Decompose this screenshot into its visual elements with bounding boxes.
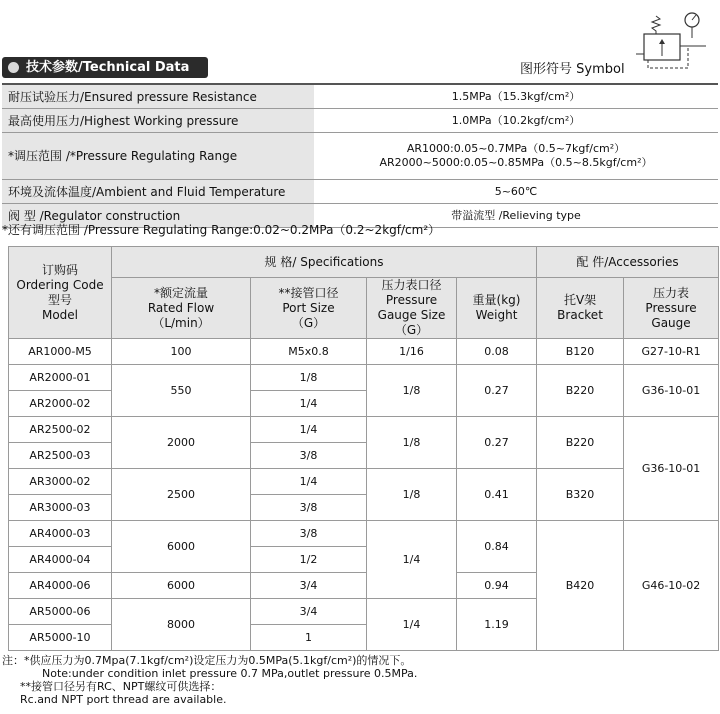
model-cell: AR4000-04 [9,547,112,573]
gauge-size-cell: 1/4 [367,599,457,651]
model-cell: AR5000-06 [9,599,112,625]
pressure-range-note: *还有调压范围 /Pressure Regulating Range:0.02~0.2MPa（0.2~2kgf/cm²） [2,223,441,237]
weight-cell: 0.08 [457,339,537,365]
port-cell: 3/8 [251,443,367,469]
gauge-cell: G46-10-02 [624,521,719,651]
bracket-cell: B120 [537,339,624,365]
ordering-table [8,246,719,651]
spec-value [314,133,718,180]
weight-cell: 1.19 [457,599,537,651]
regulator-symbol-icon [634,10,714,78]
flow-cell: 8000 [112,599,251,651]
weight-cell: 0.27 [457,417,537,469]
model-cell: AR4000-03 [9,521,112,547]
model-cell: AR4000-06 [9,573,112,599]
table-row [9,417,719,443]
model-cell: AR1000-M5 [9,339,112,365]
footnote-line: Rc.and NPT port thread are available. [20,693,227,706]
flow-cell: 6000 [112,521,251,573]
port-cell: 3/4 [251,573,367,599]
table-row [9,469,719,495]
model-cell: AR3000-03 [9,495,112,521]
section-header [2,57,208,78]
symbol-label: 图形符号 Symbol [520,62,625,77]
gauge-size-cell: 1/16 [367,339,457,365]
footnote-line: Note:under condition inlet pressure 0.7 MPa,outlet pressure 0.5MPa. [42,667,418,680]
spec-row [2,109,718,133]
spec-label: 最高使用压力/Highest Working pressure [2,109,314,133]
spec-value: 带溢流型 /Relieving type [314,204,718,228]
gauge-size-cell: 1/4 [367,521,457,599]
flow-cell: 2000 [112,417,251,469]
header-pressure-gauge: 压力表 Pressure Gauge [624,278,719,339]
bracket-cell: B220 [537,417,624,469]
port-cell: 3/8 [251,521,367,547]
footnotes [2,654,417,706]
spec-table [2,83,718,228]
model-cell: AR2500-02 [9,417,112,443]
bracket-cell: B420 [537,521,624,651]
bracket-cell: B220 [537,365,624,417]
port-cell: 3/4 [251,599,367,625]
port-cell: 1/4 [251,391,367,417]
footnote-line: **接管口径另有RC、NPT螺纹可供选择： [20,680,222,693]
model-cell: AR5000-10 [9,625,112,651]
port-cell: 1/4 [251,469,367,495]
port-cell: M5x0.8 [251,339,367,365]
flow-cell: 6000 [112,573,251,599]
weight-cell: 0.94 [457,573,537,599]
flow-cell: 550 [112,365,251,417]
header-port-size: **接管口径 Port Size （G） [251,278,367,339]
header-row [9,247,719,278]
spec-value: 5~60℃ [314,180,718,204]
flow-cell: 2500 [112,469,251,521]
port-cell: 3/8 [251,495,367,521]
header-specifications: 规 格/ Specifications [112,247,537,278]
table-row [9,521,719,547]
model-cell: AR3000-02 [9,469,112,495]
gauge-size-cell: 1/8 [367,365,457,417]
weight-cell: 0.27 [457,365,537,417]
table-row [9,365,719,391]
spec-row [2,180,718,204]
gauge-size-cell: 1/8 [367,417,457,469]
spec-row [2,133,718,180]
gauge-cell: G36-10-01 [624,417,719,521]
spec-value-line: AR1000:0.05~0.7MPa（0.5~7kgf/cm²） [406,142,626,155]
footnote-line: 注：*供应压力为0.7Mpa(7.1kgf/cm²)设定压力为0.5MPa(5.1kgf/cm²)的情况下。 [2,654,412,667]
spec-label: *调压范围 /*Pressure Regulating Range [2,133,314,180]
port-cell: 1/2 [251,547,367,573]
header-gauge-size: 压力表口径 Pressure Gauge Size（G） [367,278,457,339]
model-cell: AR2000-02 [9,391,112,417]
spec-label: 耐压试验压力/Ensured pressure Resistance [2,84,314,109]
port-cell: 1/8 [251,365,367,391]
weight-cell: 0.41 [457,469,537,521]
weight-cell: 0.84 [457,521,537,573]
spec-value: 1.0MPa（10.2kgf/cm²） [314,109,718,133]
model-cell: AR2500-03 [9,443,112,469]
model-cell: AR2000-01 [9,365,112,391]
spec-value: 1.5MPa（15.3kgf/cm²） [314,84,718,109]
gauge-size-cell: 1/8 [367,469,457,521]
gauge-cell: G36-10-01 [624,365,719,417]
header-rated-flow: *额定流量 Rated Flow （L/min） [112,278,251,339]
port-cell: 1/4 [251,417,367,443]
header-weight: 重量(kg) Weight [457,278,537,339]
spec-row [2,84,718,109]
header-model: 订购码 Ordering Code 型号 Model [9,247,112,339]
port-cell: 1 [251,625,367,651]
bracket-cell: B320 [537,469,624,521]
spec-value-line: AR2000~5000:0.05~0.85MPa（0.5~8.5kgf/cm²） [379,156,653,169]
table-row [9,339,719,365]
section-header-text: 技术参数/Technical Data [26,60,190,75]
header-accessories: 配 件/Accessories [537,247,719,278]
flow-cell: 100 [112,339,251,365]
header-bracket: 托V架 Bracket [537,278,624,339]
gauge-cell: G27-10-R1 [624,339,719,365]
spec-label: 阀 型 /Regulator construction [2,204,314,228]
spec-label: 环境及流体温度/Ambient and Fluid Temperature [2,180,314,204]
bullet-icon [8,62,19,73]
header-row [9,278,719,339]
